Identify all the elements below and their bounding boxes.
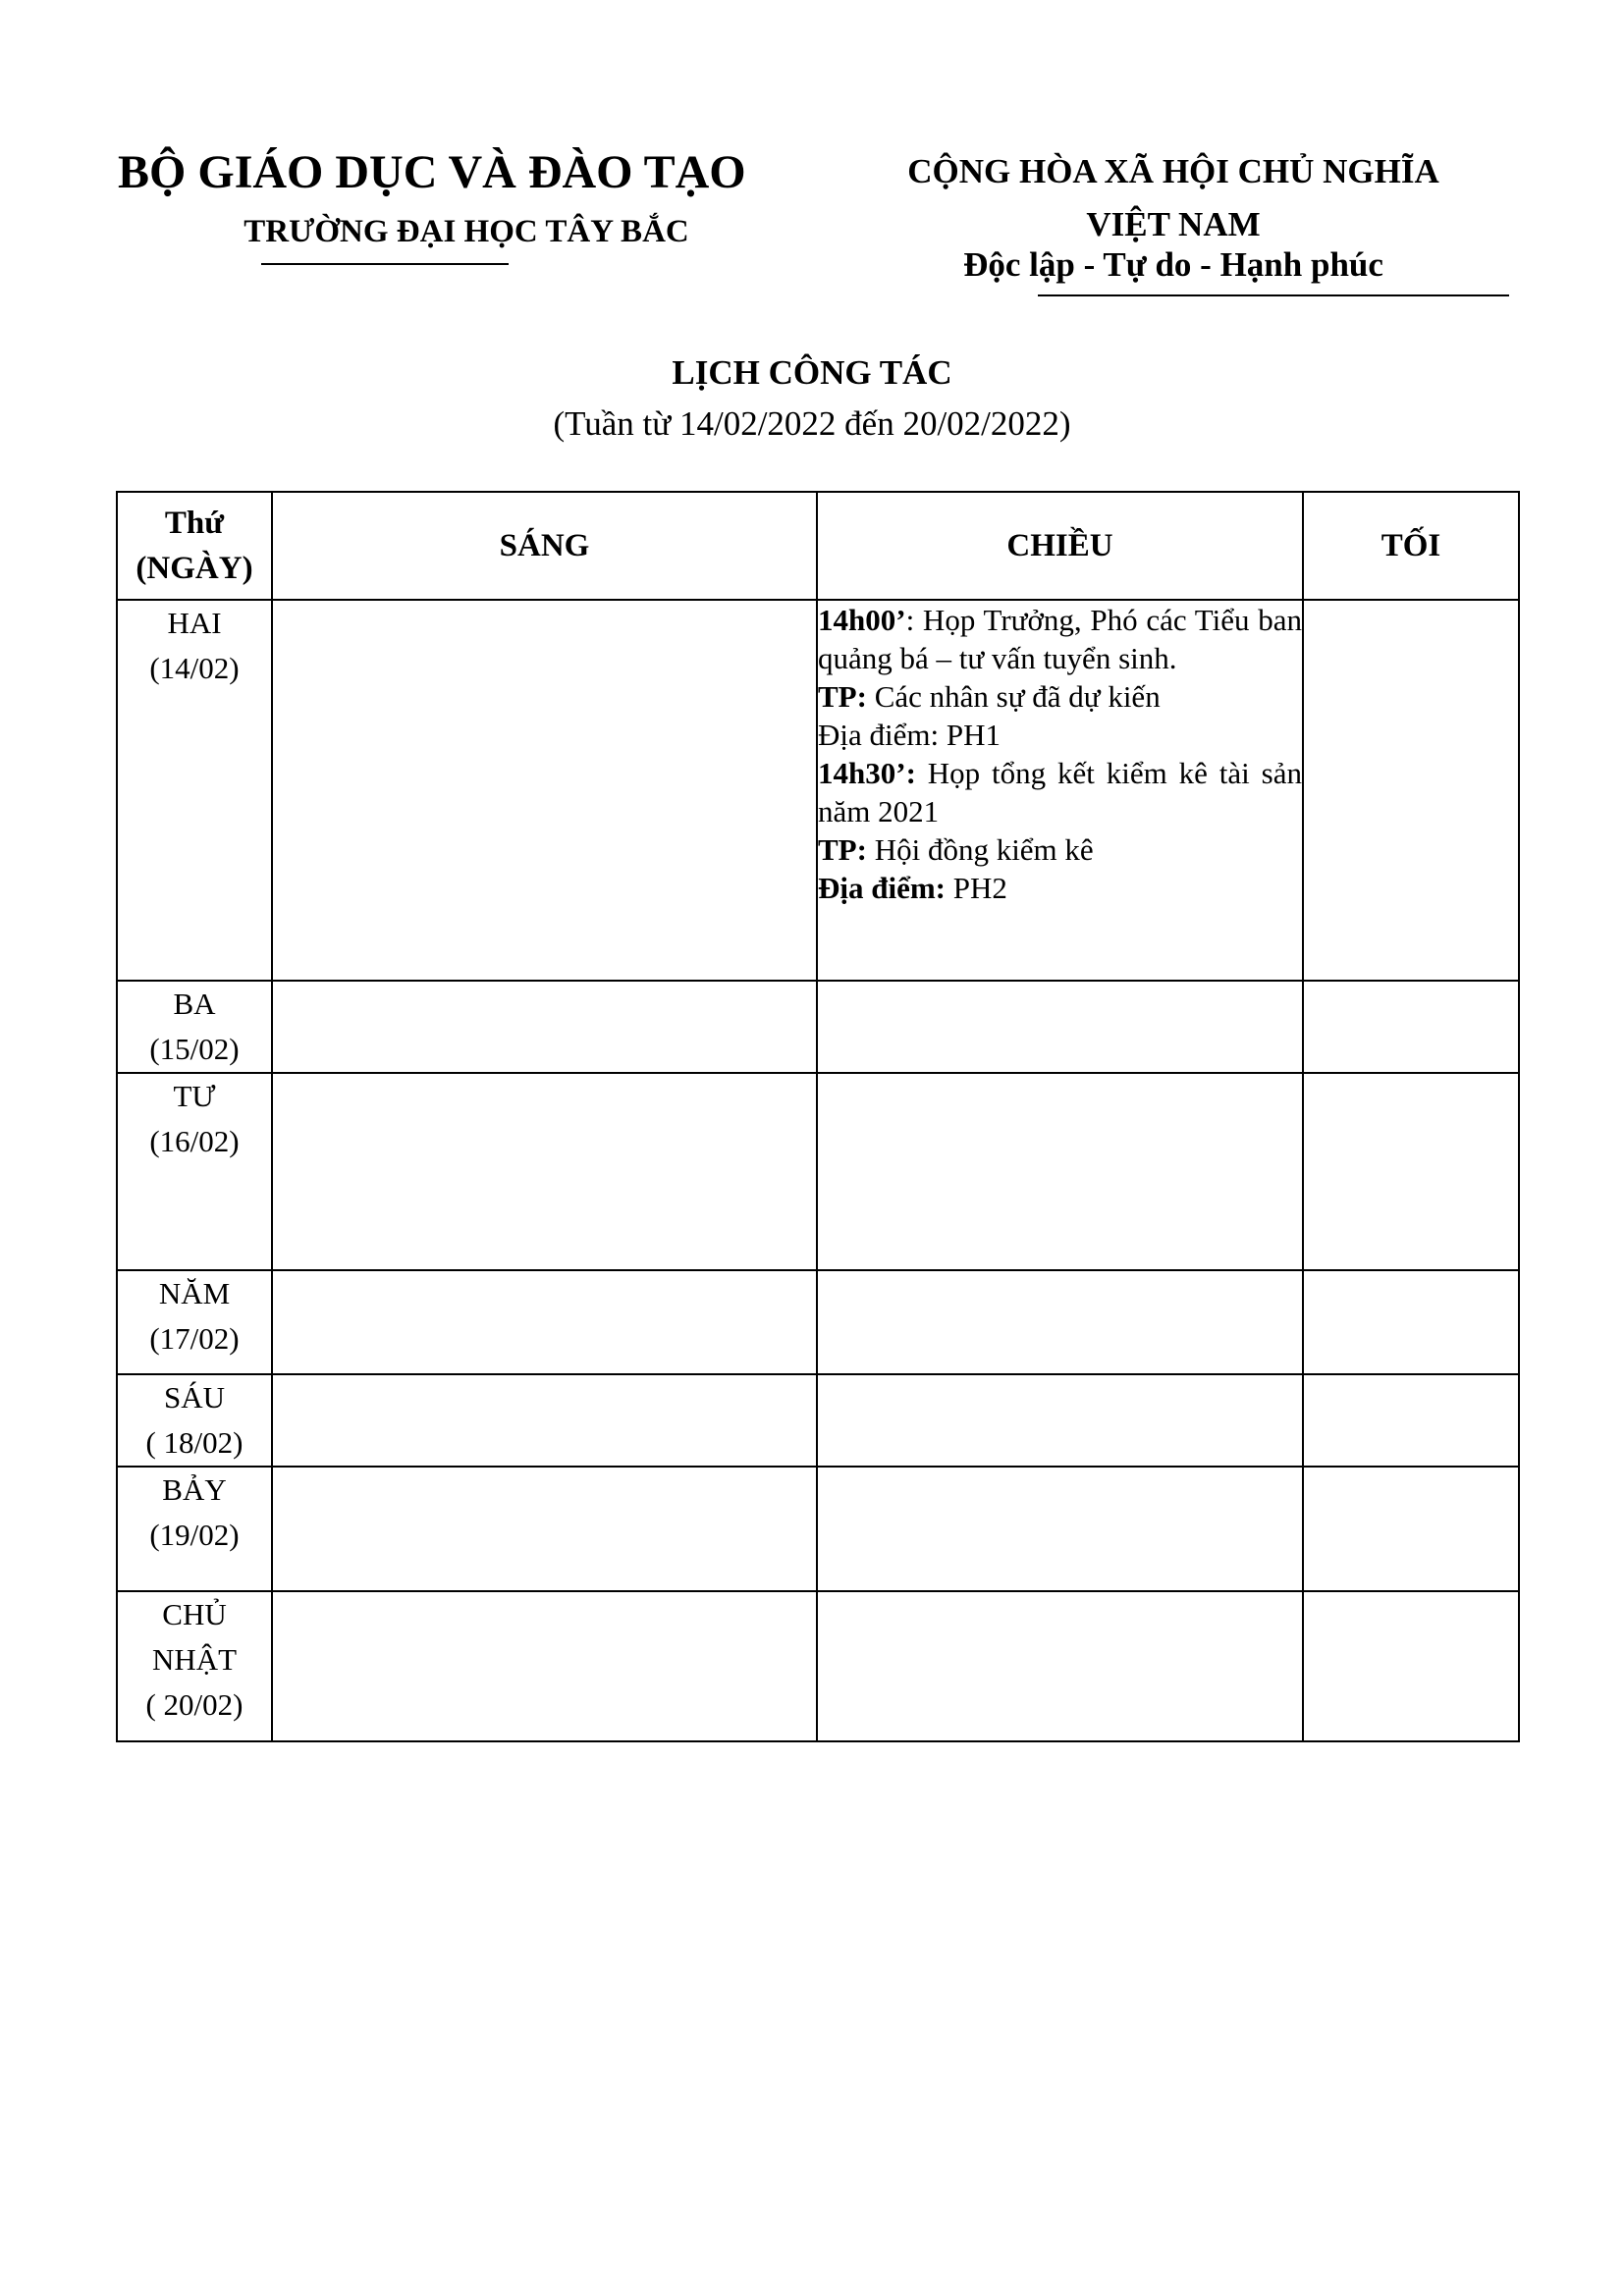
day-cell: [117, 1374, 272, 1467]
school-name: TRƯỜNG ĐẠI HỌC TÂY BẮC: [244, 214, 689, 249]
morning-cell: [272, 981, 817, 1073]
afternoon-cell: [817, 1270, 1303, 1374]
evening-cell: [1303, 1591, 1519, 1741]
column-header-afternoon: CHIỀU: [817, 492, 1303, 600]
day-cell: [117, 1591, 272, 1741]
participants-label: TP:: [818, 679, 867, 714]
table-row: [117, 600, 1519, 981]
day-name: CHỦ: [162, 1597, 227, 1631]
participants-line: [818, 830, 1302, 869]
column-header-evening: TỐI: [1303, 492, 1519, 600]
afternoon-cell: [817, 1374, 1303, 1467]
school-underline: [261, 263, 509, 265]
column-header-day-line-2: (NGÀY): [135, 551, 253, 586]
schedule-entry-1: [818, 601, 1302, 677]
morning-cell: [272, 1374, 817, 1467]
entry-time: 14h30’:: [818, 756, 916, 790]
ministry-name: BỘ GIÁO DỤC VÀ ĐÀO TẠO: [118, 146, 746, 198]
column-header-day: [117, 492, 272, 600]
evening-cell: [1303, 1270, 1519, 1374]
afternoon-cell: [817, 600, 1303, 981]
day-cell: [117, 1270, 272, 1374]
day-date: (15/02): [149, 1032, 240, 1066]
day-cell: [117, 1467, 272, 1591]
morning-cell: [272, 600, 817, 981]
table-row: [117, 1374, 1519, 1467]
table-row: [117, 1073, 1519, 1270]
day-cell: [117, 981, 272, 1073]
schedule-entry-2: [818, 754, 1302, 830]
day-name: NĂM: [158, 1276, 231, 1310]
location-value: PH2: [946, 871, 1007, 905]
republic-line-1: CỘNG HÒA XÃ HỘI CHỦ NGHĨA: [907, 152, 1439, 190]
column-header-morning: SÁNG: [272, 492, 817, 600]
column-header-day-line-1: Thứ: [164, 506, 225, 541]
national-motto: Độc lập - Tự do - Hạnh phúc: [963, 245, 1383, 284]
evening-cell: [1303, 1374, 1519, 1467]
morning-cell: [272, 1591, 817, 1741]
day-name: TƯ: [173, 1079, 216, 1113]
location-line: [818, 869, 1302, 907]
table-row: [117, 1591, 1519, 1741]
schedule-table: [116, 491, 1520, 1742]
location-line: Địa điểm: PH1: [818, 718, 1001, 752]
republic-line-2: VIỆT NAM: [1086, 205, 1261, 243]
evening-cell: [1303, 981, 1519, 1073]
day-date: (19/02): [149, 1518, 240, 1552]
morning-cell: [272, 1270, 817, 1374]
afternoon-cell: [817, 1467, 1303, 1591]
day-date: (17/02): [149, 1321, 240, 1356]
afternoon-cell: [817, 1073, 1303, 1270]
day-name-2: NHẬT: [151, 1642, 238, 1677]
day-name: SÁU: [163, 1380, 225, 1415]
document-title: LỊCH CÔNG TÁC: [672, 353, 952, 392]
day-name: BẢY: [162, 1472, 227, 1507]
entry-text: Họp tổng kết kiểm kê tài sản năm 2021: [818, 756, 1302, 828]
header-row: [117, 492, 1519, 600]
day-name: HAI: [167, 606, 222, 640]
day-date: (14/02): [149, 651, 240, 685]
day-cell: [117, 600, 272, 981]
morning-cell: [272, 1073, 817, 1270]
participants-label: TP:: [818, 832, 867, 867]
day-name: BA: [173, 987, 216, 1021]
table-row: [117, 981, 1519, 1073]
motto-underline: [1038, 294, 1509, 296]
evening-cell: [1303, 1073, 1519, 1270]
document-subtitle: (Tuần từ 14/02/2022 đến 20/02/2022): [553, 404, 1071, 443]
evening-cell: [1303, 600, 1519, 981]
table-row: [117, 1467, 1519, 1591]
participants-value: Hội đồng kiểm kê: [866, 832, 1094, 867]
afternoon-cell: [817, 1591, 1303, 1741]
participants-line: [818, 677, 1302, 716]
day-cell: [117, 1073, 272, 1270]
entry-time: 14h00’: [818, 603, 906, 637]
location-label: Địa điểm:: [818, 871, 947, 905]
afternoon-cell: [817, 981, 1303, 1073]
day-date: ( 18/02): [145, 1425, 244, 1460]
day-date: (16/02): [149, 1124, 240, 1158]
evening-cell: [1303, 1467, 1519, 1591]
participants-value: Các nhân sự đã dự kiến: [866, 679, 1161, 714]
entry-text: : Họp Trưởng, Phó các Tiểu ban quảng bá – tư vấn tuyển sinh.: [818, 603, 1302, 675]
table-row: [117, 1270, 1519, 1374]
morning-cell: [272, 1467, 817, 1591]
republic-heading: [844, 145, 1502, 251]
day-date: ( 20/02): [145, 1687, 244, 1722]
